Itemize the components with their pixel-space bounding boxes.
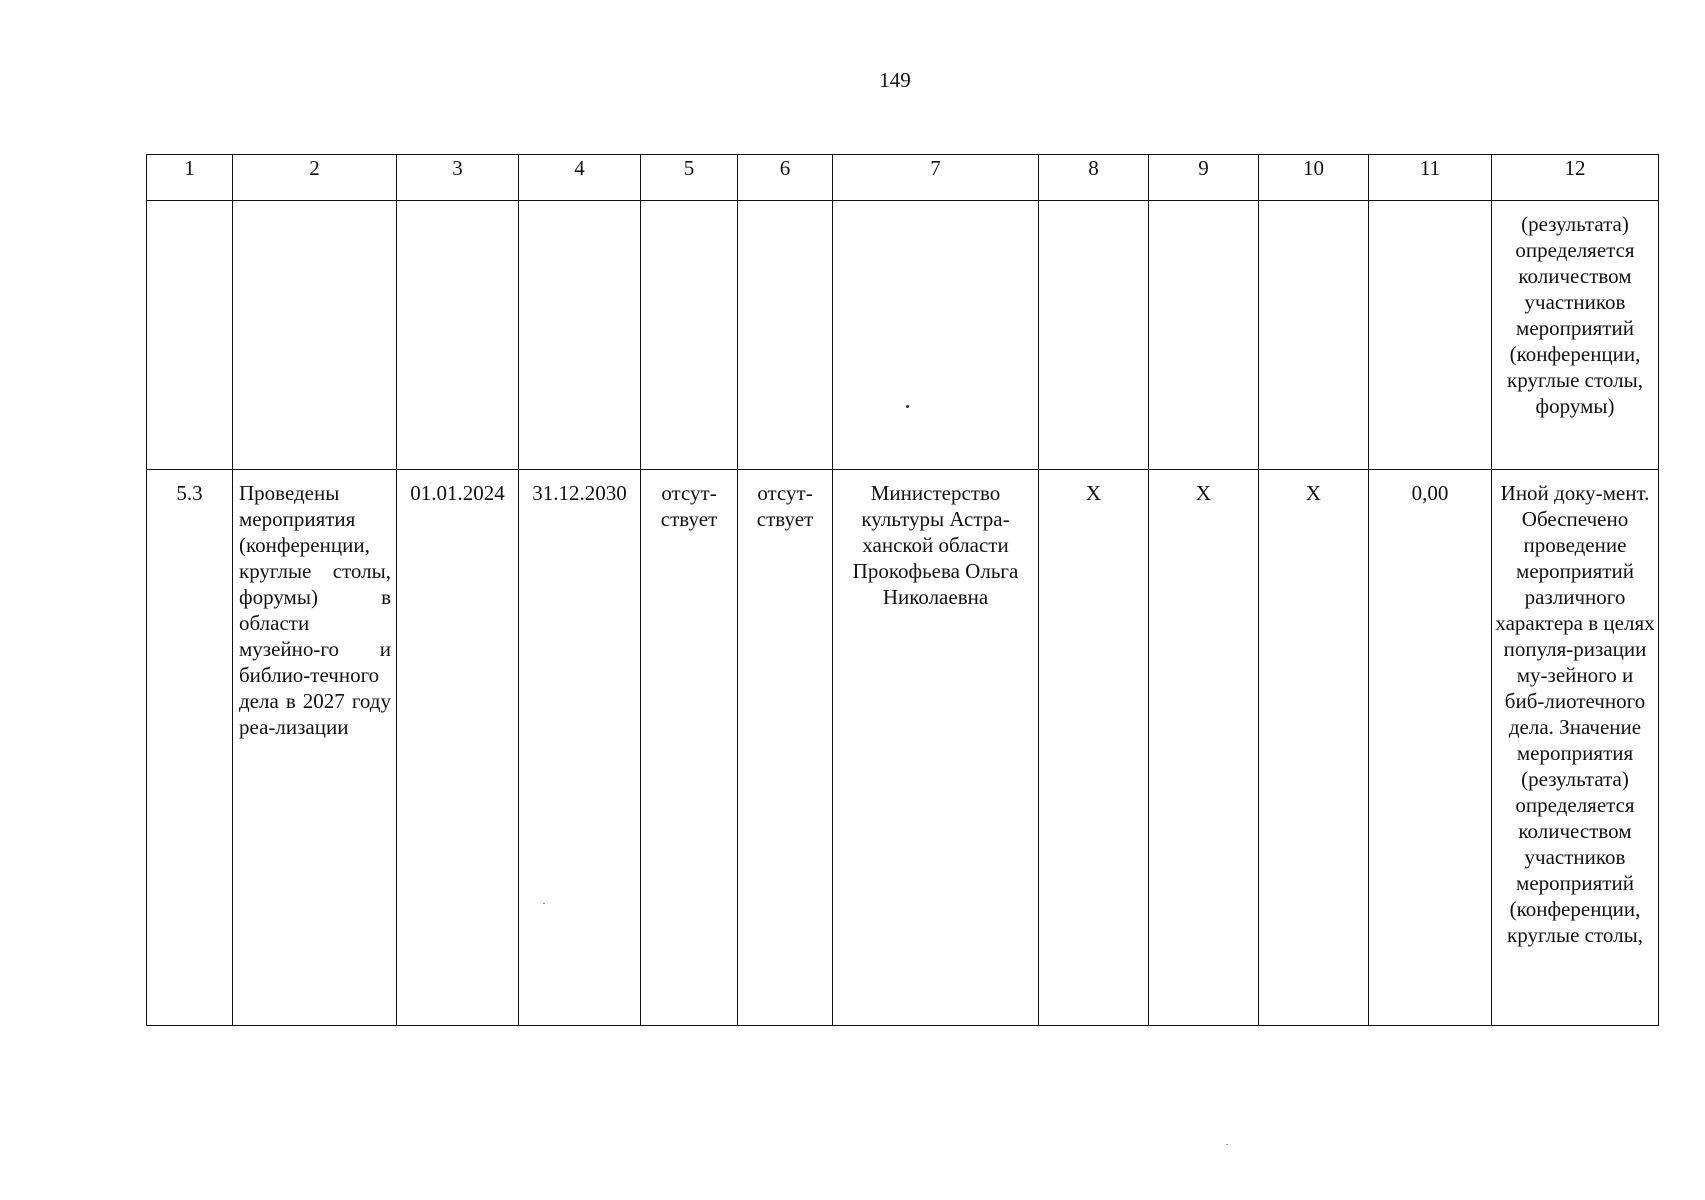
scan-speck <box>1226 1144 1228 1145</box>
table-cell <box>641 201 738 470</box>
table-header-row <box>147 155 1659 201</box>
col10-cell: X <box>1259 470 1369 1026</box>
header-cell: 3 <box>397 155 519 201</box>
header-cell: 9 <box>1149 155 1259 201</box>
results-table <box>146 154 1659 1026</box>
table-cell <box>1039 201 1149 470</box>
header-cell: 2 <box>233 155 397 201</box>
table-cell <box>1259 201 1369 470</box>
continued-row <box>147 201 1659 470</box>
page-number: 149 <box>879 68 911 92</box>
row-number-cell: 5.3 <box>147 470 233 1026</box>
table-cell <box>397 201 519 470</box>
table-cell <box>1149 201 1259 470</box>
col9-cell: X <box>1149 470 1259 1026</box>
header-cell: 8 <box>1039 155 1149 201</box>
col5-cell: отсут-ствует <box>641 470 738 1026</box>
header-cell: 7 <box>833 155 1039 201</box>
header-cell: 1 <box>147 155 233 201</box>
table-cell <box>233 201 397 470</box>
header-cell: 5 <box>641 155 738 201</box>
table-cell <box>738 201 833 470</box>
continued-description-cell: (результата) определяется количеством участников мероприятий (конференции, круглые столы, форумы) <box>1492 201 1659 470</box>
header-cell: 11 <box>1369 155 1492 201</box>
table-cell <box>147 201 233 470</box>
header-cell: 10 <box>1259 155 1369 201</box>
table-cell <box>833 201 1039 470</box>
table-cell <box>1369 201 1492 470</box>
start-date-cell: 01.01.2024 <box>397 470 519 1026</box>
col8-cell: X <box>1039 470 1149 1026</box>
event-name-cell: Проведены мероприятия (конференции, круглые столы, форумы) в области музейно-го и библио-течного дела в 2027 году реа-лизации <box>233 470 397 1026</box>
responsible-cell: Министерство культуры Астра-ханской области Прокофьева Ольга Николаевна <box>833 470 1039 1026</box>
table-row <box>147 470 1659 1026</box>
col6-cell: отсут-ствует <box>738 470 833 1026</box>
header-cell: 4 <box>519 155 641 201</box>
scan-dot <box>906 405 909 408</box>
table-cell <box>519 201 641 470</box>
header-cell: 12 <box>1492 155 1659 201</box>
header-cell: 6 <box>738 155 833 201</box>
description-cell: Иной доку-мент. Обеспечено проведение мероприятий различного характера в целях популя-ризации му-зейного и биб-лиотечного дела. Значение мероприятия (результата) определяется количеством участников мероприятий (конференции, круглые столы, <box>1492 470 1659 1026</box>
end-date-cell: 31.12.2030 <box>519 470 641 1026</box>
scan-speck <box>543 903 545 904</box>
amount-cell: 0,00 <box>1369 470 1492 1026</box>
